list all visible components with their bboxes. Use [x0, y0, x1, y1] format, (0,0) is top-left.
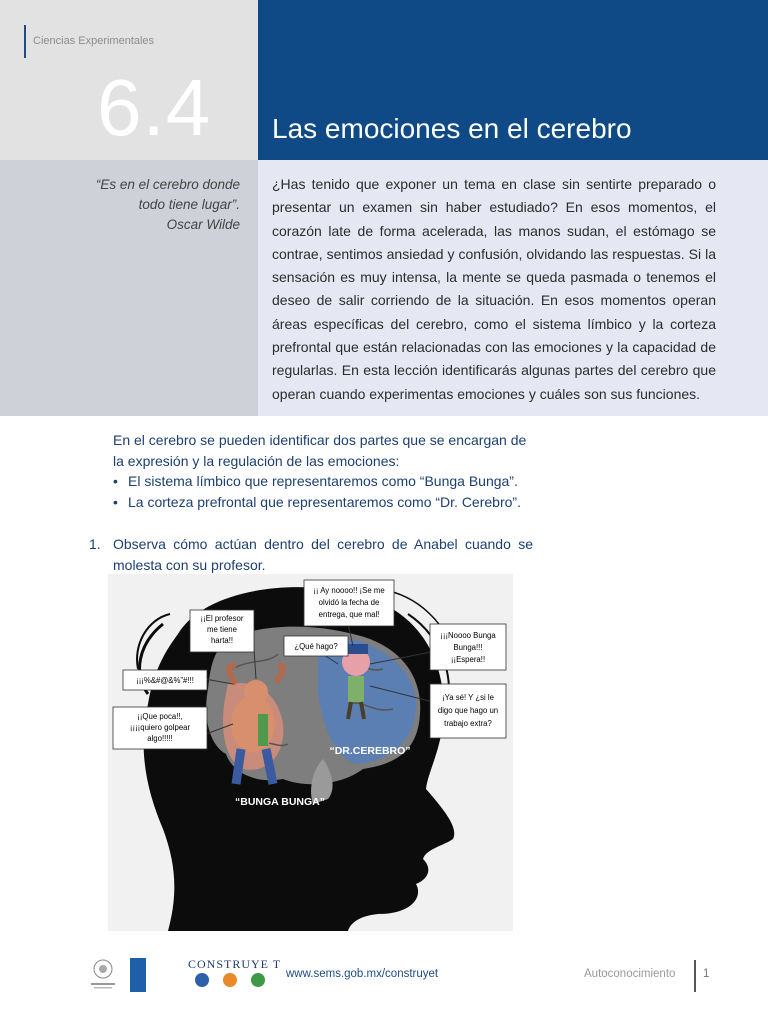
- label-dr-cerebro: “DR.CEREBRO”: [329, 745, 411, 757]
- speech-bubble-7: [430, 684, 506, 738]
- quote-line-2: todo tiene lugar”.: [138, 197, 240, 212]
- bubble-text: harta!!: [210, 636, 234, 645]
- footer-divider: [694, 960, 696, 992]
- speech-bubble-6: [430, 624, 506, 670]
- bubble-text: digo que hago un: [437, 706, 499, 715]
- footer-category: Autoconocimiento: [584, 968, 676, 980]
- speech-bubble-5: [284, 636, 348, 656]
- bubble-text: me tiene: [207, 625, 237, 634]
- speech-bubble-1: [190, 610, 254, 652]
- question-number: 1.: [89, 536, 101, 552]
- quote-line-1: “Es en el cerebro donde: [95, 177, 240, 192]
- bubble-text: ¡¡El profesor: [200, 614, 244, 623]
- quote-author: Oscar Wilde: [166, 217, 240, 232]
- bubble-text: ¡¡¡Noooo Bunga: [440, 631, 496, 640]
- page-number: 1: [703, 968, 710, 980]
- bubble-text: ¿Qué hago?: [294, 642, 338, 651]
- bubble-text: ¡¡Espera!!: [450, 655, 486, 664]
- page-footer: [0, 950, 768, 1000]
- bubble-text: ¡¡Que poca!!,: [137, 712, 183, 721]
- activity-question: [89, 534, 533, 575]
- bubble-text: entrega, que mal!: [318, 610, 380, 619]
- quote-panel: [0, 160, 258, 416]
- intro-panel: [258, 160, 768, 416]
- construye-t-brand: CONSTRUYE T: [188, 957, 282, 971]
- bubble-text: ¡¡¡%&#@&%”#!!!: [136, 676, 194, 685]
- bubble-text: Bunga!!!: [453, 643, 483, 652]
- bubble-text: ¡Ya sé! Y ¿si le: [441, 693, 495, 702]
- bubble-text: olvidó la fecha de: [318, 598, 380, 607]
- brain-illustration: [108, 574, 513, 931]
- section-header-left: [0, 0, 258, 160]
- list-item: • El sistema límbico que representaremos como “Bunga Bunga”.: [113, 471, 543, 492]
- epigraph-quote: [30, 175, 240, 235]
- section-accent-bar: [24, 25, 26, 58]
- undp-logo-icon: [130, 958, 146, 992]
- construye-t-icons: [190, 972, 270, 992]
- list-item: • La corteza prefrontal que representaremos como “Dr. Cerebro”.: [113, 492, 543, 513]
- label-bunga-bunga: “BUNGA BUNGA”: [234, 796, 326, 808]
- section-name: Ciencias Experimentales: [33, 35, 155, 47]
- speech-bubble-3: [113, 707, 207, 749]
- lesson-number: 6.4: [97, 63, 212, 152]
- intro-paragraph: ¿Has tenido que exponer un tema en clase sin sentirte preparado o presentar un examen sin haber estudiado? En esos momentos, el corazón late de forma acelerada, las manos sudan, el estómago se contrae, sentimos ansiedad y confusión, olvidando las respuestas. Si la sensación es muy intensa, la mente se queda pasmada o tenemos el deseo de salir corriendo de la situación. En esos momentos operan áreas específicas del cerebro, como el sistema límbico y la corteza prefrontal que están relacionadas con las emociones y la capacidad de regularlas. En esta lección identificarás algunas partes del cerebro que operan cuando experimentas emociones y cuáles son sus funciones.: [272, 176, 716, 402]
- sep-seal-icon: [88, 956, 118, 994]
- lead-paragraph: En el cerebro se pueden identificar dos partes que se encargan de la expresión y la regulación de las emociones:: [113, 432, 527, 469]
- lesson-title: Las emociones en el cerebro: [272, 113, 632, 144]
- speech-bubble-4: [304, 580, 394, 626]
- lesson-title-banner: [258, 0, 768, 160]
- speech-bubble-2: [123, 670, 207, 690]
- footer-url-link[interactable]: www.sems.gob.mx/construyet: [286, 968, 439, 980]
- bubble-text: algo!!!!!: [147, 734, 173, 743]
- question-text: Observa cómo actúan dentro del cerebro de Anabel cuando se molesta con su profesor.: [113, 536, 533, 573]
- bubble-text: trabajo extra?: [444, 719, 492, 728]
- bubble-text: ¡¡ Ay noooo!! ¡Se me: [313, 586, 385, 595]
- brain-parts-list: [113, 471, 543, 512]
- bubble-text: ¡¡¡¡quiero golpear: [129, 723, 191, 732]
